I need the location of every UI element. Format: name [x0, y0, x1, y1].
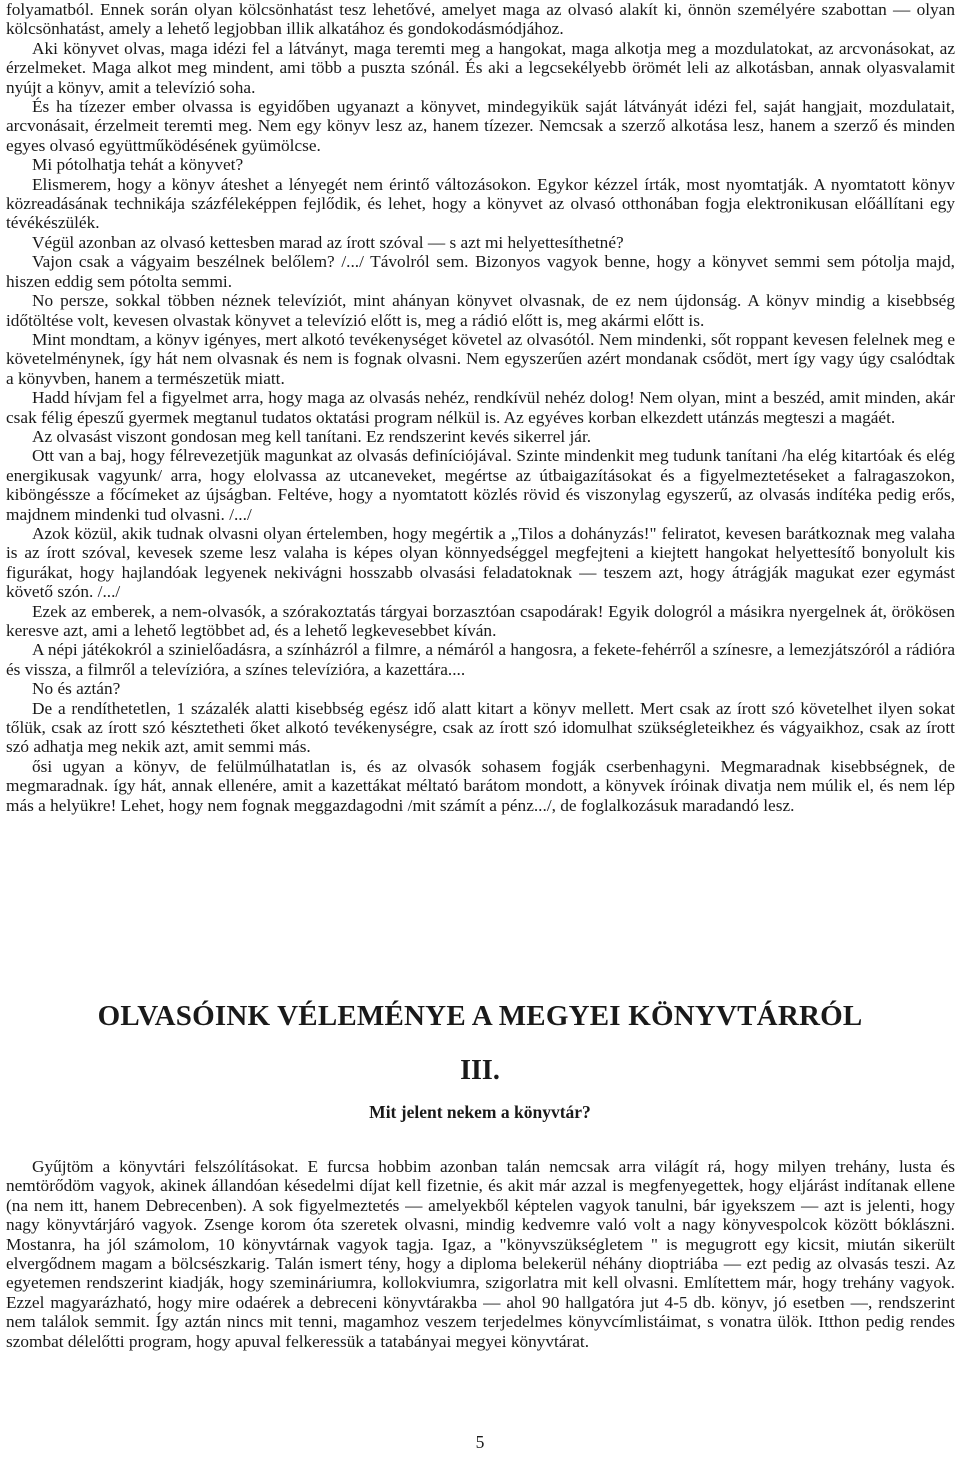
paragraph: Ott van a baj, hogy félrevezetjük magunkat az olvasás definíciójával. Szinte mindenkit meg tudunk tanítani /ha elég kitartóak és elég energikusak vagyunk/ arra, hogy elolvassa az utcaneveket, megértse az útbaigazításokat és a figyelmeztetéseket a falragaszokon, kiböngéssze a főcímeket az újságban. Feltéve, hogy a nyomtatott közlés rövid és viszonylag egyszerű, az olvasás indítéka pedig erős, majdnem mindenki tud olvasni. /.../ [6, 446, 955, 524]
section-subtitle: Mit jelent nekem a könyvtár? [369, 1102, 591, 1122]
article-body [6, 0, 955, 815]
paragraph: A népi játékokról a szinielőadásra, a színházról a filmre, a némáról a hangosra, a fekete-fehérről a színesre, a lemezjátszóról a rádióra és vissza, a filmről a televízióra, a színes televízióra, a kazettára.... [6, 640, 955, 679]
paragraph: Hadd hívjam fel a figyelmet arra, hogy maga az olvasás nehéz, rendkívül nehéz dolog! Nem olyan, mint a beszéd, amit minden, akár csak félig épeszű gyermek megtanul tudatos oktatási program nélkül is. Az egyéves korban elkezdett utánzás megteszi a magáét. [6, 388, 955, 427]
paragraph: No persze, sokkal többen néznek televíziót, mint ahányan könyvet olvasnak, de ez nem újdonság. A könyv mindig a kisebbség időtöltése volt, kevesen olvastak könyvet a televízió előtt is, meg a rádió előtt is, meg akármi előtt is. [6, 291, 955, 330]
paragraph: Aki könyvet olvas, maga idézi fel a látványt, maga teremti meg a hangokat, maga alkotja meg a mozdulatokat, az arcvonásokat, az érzelmeket. Maga alkot meg mindent, ami több a puszta szónál. És aki a legcsekélyebb örömét leli az alkotásban, annak olyasvalamit nyújt a könyv, amit a televízió soha. [6, 38, 955, 97]
page-number: 5 [475, 1432, 485, 1452]
paragraph: Elismerem, hogy a könyv áteshet a lényegét nem érintő változásokon. Egykor kézzel írták, most nyomtatják. A nyomtatott könyv közreadásának technikája százféleképpen fejlődik, és lehet, hogy a könyvet az olvasó otthonában fogja elektronikusan előállítani egy tévékészülék. [6, 174, 955, 233]
paragraph: Mint mondtam, a könyv igényes, mert alkotó tevékenységet követel az olvasótól. Nem mindenki, sőt roppant kevesen felelnek meg e követelménynek, így hát nem olvasnak és nem is fognak olvasni. Nem egyszerűen azért mondanak csődöt, mert így vagy úgy csalódtak a könyvben, hanem a természetük miatt. [6, 329, 955, 388]
paragraph: Azok közül, akik tudnak olvasni olyan értelemben, hogy megértik a „Tilos a dohányzás!" feliratot, kevesen barátkoznak meg valaha is az írott szóval, kevesek szeme lesz valaha is képes olyan könnyedséggel megfejteni a kiejtett hangokat helyettesítő bonyolult kis figurákat, hogy hajlandóak legyenek nekivágni hosszabb olvasási feladatoknak — teszem azt, hogy átrágják magukat ezer egymást követő szón. /.../ [6, 523, 955, 602]
paragraph: Mi pótolhatja tehát a könyvet? [32, 155, 244, 175]
paragraph: Az olvasást viszont gondosan meg kell tanítani. Ez rendszerint kevés sikerrel jár. [32, 426, 592, 446]
paragraph: No és aztán? [32, 679, 121, 699]
paragraph: Végül azonban az olvasó kettesben marad az írott szóval — s azt mi helyettesíthetné? [32, 232, 624, 252]
paragraph: ősi ugyan a könyv, de felülmúlhatatlan is, és az olvasók sohasem fogják cserbenhagyni. Megmaradnak kisebbségnek, de megmaradnak. így hát, annak ellenére, amit a kazettákat méltató barátom mondott, a könyvek íróinak divatja nem múlik el, és nem lép más a helyükre! Lehet, hogy nem fognak meggazdagodni /mit számít a pénz.../, de foglalkozásuk maradandó lesz. [6, 756, 955, 815]
paragraph: És ha tízezer ember olvassa is egyidőben ugyanazt a könyvet, mindegyikük saját látványát idézi fel, saját hangjait, mozdulatait, arcvonásait, érzelmeit teremti meg. Nem egy könyv lesz az, hanem tízezer. Nemcsak a szerző alkotása lesz, hanem a szerző és minden egyes olvasó együttműködésének gyümölcse. [6, 97, 955, 155]
paragraph: folyamatból. Ennek során olyan kölcsönhatást tesz lehetővé, amelyet maga az olvasó alakít ki, önnön személyére szabottan — olyan kölcsönhatást, amely a lehető legjobban illik alkatához és gondokodásmódjához. [6, 0, 955, 39]
section-title: OLVASÓINK VÉLEMÉNYE A MEGYEI KÖNYVTÁRRÓL [97, 1000, 863, 1032]
paragraph: Gyűjtöm a könyvtári felszólításokat. E furcsa hobbim azonban talán nemcsak arra világít rá, hogy milyen trehány, lusta és nemtörődöm vagyok, akinek állandóan késedelmi díjat kell fizetnie, és akit már azzal is megfenyegettek, hogy eljárást indítanak ellene (na nem itt, hanem Debrecenben). A sok figyelmeztetés — amelyekből képtelen vagyok tanulni, bár igyekszem — azt is jelenti, hogy nagy könyvtárjáró vagyok. Zsenge korom óta szeretek olvasni, mindig kedvemre való volt a nagy könyvespolcok között bóklászni. Mostanra, ha jól számolom, 10 könyvtárnak vagyok tagja. Igaz, a "könyvszükségletem " is megugrott egy kicsit, miután sikerült elvergődnem magam a bölcsészkarig. Talán ismert tény, hogy a diploma belekerül néhány dioptriába — ezt pedig az olvasás teszi. Az egyetemen rendszerint kiadják, hogy szemináriumra, kollokviumra, szigorlatra mit kell olvasni. Említettem már, hogy trehány vagyok. Ezzel magyarázható, hogy mire odaérek a debreceni könyvtárakba — ahol 90 hallgatóra jut 4-5 db. könyv, jó esetben —, rendszerint nem találok semmit. Így aztán nincs mit tenni, magamhoz veszem terjedelmes könyvcímlistáimat, s vonatra ülök. Itthon pedig rendes szombat délelőtti program, hogy apuval felkeressük a tatabányai megyei könyvtárat. [6, 1157, 955, 1351]
section-body [6, 1157, 955, 1351]
paragraph: Vajon csak a vágyaim beszélnek belőlem? /.../ Távolról sem. Bizonyos vagyok benne, hogy a könyvet semmi sem pótolja majd, hiszen eddig sem pótolta semmi. [6, 252, 955, 291]
paragraph: De a rendíthetetlen, 1 százalék alatti kisebbség egész idő alatt kitart a könyv mellett. Mert csak az írott szó követelhet ilyen sokat tőlük, csak az írott szó késztetheti őket alkotó tevékenységre, csak az írott szó idomulhat szükségleteikhez és vágyaikhoz, csak az írott szó adhatja meg nekik azt, amit semmi más. [6, 698, 955, 757]
paragraph: Ezek az emberek, a nem-olvasók, a szórakoztatás tárgyai borzasztóan csapodárak! Egyik dologról a másikra nyergelnek át, örökösen keresve azt, ami a lehető legtöbbet ad, és a lehető legkevesebbet kíván. [6, 601, 955, 640]
section-number: III. [460, 1055, 500, 1086]
